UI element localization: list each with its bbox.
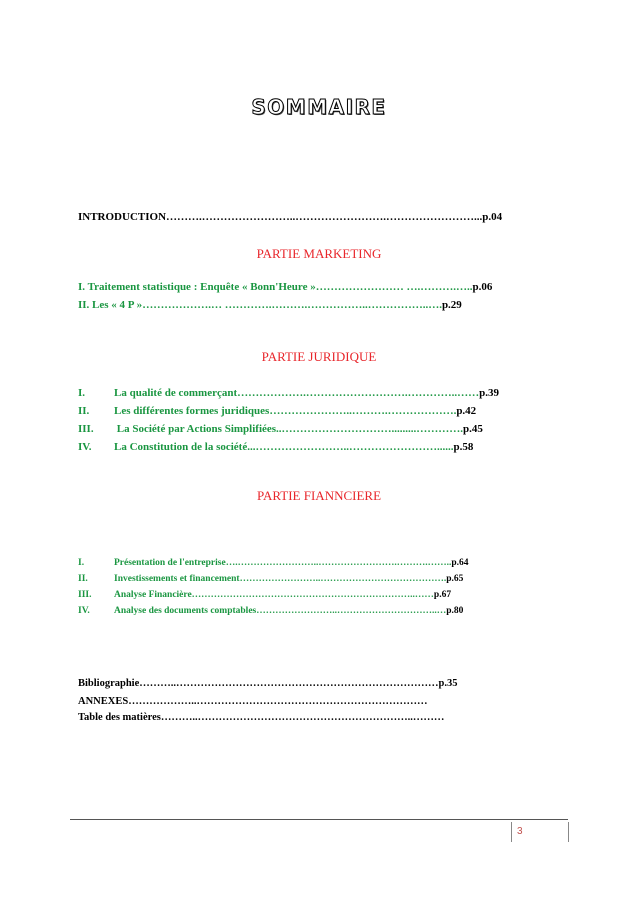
- toc-dots: …………………… ….……….…..: [315, 281, 473, 293]
- toc-label: Analyse des documents comptables: [114, 606, 257, 616]
- toc-label: La qualité de commerçant: [114, 387, 238, 399]
- toc-entry: [78, 558, 469, 568]
- section-heading-juridique: PARTIE JURIDIQUE: [261, 349, 377, 364]
- page-title: SOMMAIRE: [251, 95, 387, 119]
- toc-page: p.35: [438, 678, 458, 689]
- toc-page: p.04: [482, 211, 503, 223]
- toc-dots: …………………..……….……………….: [269, 405, 457, 417]
- toc-page: p.64: [451, 558, 469, 568]
- toc-dots: ……………………………………………………………..……: [191, 590, 434, 600]
- toc-entry: [78, 405, 476, 417]
- toc-table-des-matieres: [78, 712, 444, 723]
- toc-label: I. Traitement statistique : Enquête « Bonn'Heure »: [78, 281, 316, 293]
- toc-dots: ……………….… ………….……….……………..……………..….: [142, 299, 442, 311]
- section-heading-financiere: PARTIE FIANNCIERE: [256, 488, 382, 503]
- footer-rule: [70, 819, 568, 820]
- toc-label: La Constitution de la société: [114, 441, 248, 453]
- toc-entry: [78, 574, 463, 584]
- toc-entry: [78, 299, 462, 311]
- toc-bibliographie: [78, 678, 457, 689]
- toc-page: p.06: [472, 281, 493, 293]
- toc-label: La Société par Actions Simplifiées: [114, 423, 277, 435]
- toc-entry: [78, 606, 463, 616]
- toc-dots: ….……………………..…………………….……….……..: [225, 558, 452, 568]
- toc-label: Table des matières: [78, 712, 161, 723]
- toc-label: Présentation de l'entreprise: [114, 558, 226, 568]
- toc-dots: ...……………………..……………………......: [247, 441, 454, 453]
- toc-number: I.: [78, 558, 85, 568]
- toc-label: ANNEXES: [78, 696, 129, 707]
- page-number: 3: [517, 826, 523, 837]
- toc-dots: ………..…………………………………………………………………: [139, 678, 439, 689]
- toc-entry: [78, 423, 483, 435]
- toc-dots: ……………….……………………….…………..……: [237, 387, 480, 399]
- toc-label: Analyse Financière: [114, 590, 192, 600]
- toc-entry: [78, 387, 499, 399]
- toc-page: p.58: [453, 441, 474, 453]
- toc-dots: ……….……………………..…………………….……………………...: [166, 211, 483, 223]
- toc-number: III.: [78, 423, 94, 435]
- toc-label: Bibliographie: [78, 678, 140, 689]
- toc-label: INTRODUCTION: [78, 211, 167, 223]
- toc-label: Investissements et financement: [114, 574, 240, 584]
- toc-label: Les différentes formes juridiques: [114, 405, 270, 417]
- toc-page: p.39: [479, 387, 499, 399]
- toc-page: p.80: [446, 606, 464, 616]
- toc-number: IV.: [78, 441, 92, 453]
- toc-page: p.45: [463, 423, 483, 435]
- toc-dots: ..………………………….........………….: [276, 423, 464, 435]
- toc-page: p.42: [456, 405, 477, 417]
- toc-number: II.: [78, 405, 90, 417]
- toc-page: p.65: [446, 574, 464, 584]
- toc-number: I.: [78, 387, 86, 399]
- toc-number: IV.: [78, 606, 90, 616]
- toc-number: II.: [78, 574, 88, 584]
- section-heading-marketing: PARTIE MARKETING: [256, 246, 382, 261]
- toc-dots: ………………..…………………………………………………………: [128, 696, 428, 707]
- toc-page: p.67: [433, 590, 452, 600]
- toc-entry: [78, 281, 492, 293]
- toc-annexes: [78, 696, 427, 707]
- toc-page: p.29: [441, 299, 462, 311]
- toc-introduction: [78, 211, 502, 223]
- toc-dots: ………..……………………………………………………..………: [160, 712, 445, 723]
- toc-number: III.: [78, 590, 92, 600]
- toc-entry: [78, 441, 473, 453]
- toc-entry: [78, 590, 451, 600]
- toc-dots: ……………………..………………………………….: [239, 574, 447, 584]
- toc-label: II. Les « 4 P »: [78, 299, 143, 311]
- toc-dots: ……………………..…………………………..…: [256, 606, 447, 616]
